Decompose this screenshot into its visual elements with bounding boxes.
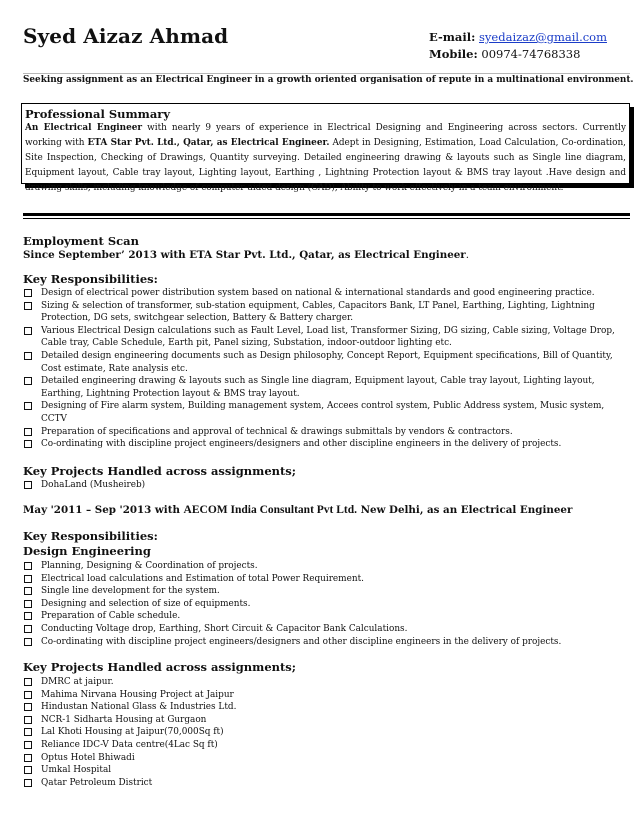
project-item [23,689,630,702]
responsibility-item [23,610,630,623]
job1-responsibilities-list [23,287,630,451]
responsibility-item [23,350,630,375]
checkbox-bullet-icon [24,587,32,595]
checkbox-bullet-icon [24,302,32,310]
responsibility-item-text: Conducting Voltage drop, Earthing, Short Circuit & Capacitor Bank Calculations. [41,623,408,634]
project-item-text: NCR-1 Sidharta Housing at Gurgaon [41,714,207,725]
job1-heading-period: . [465,249,470,261]
job1-heading [23,249,469,261]
summary-lead: An Electrical Engineer [25,123,143,133]
project-item [23,479,630,492]
summary-text-part-2: Adept in Designing, Estimation, Load Calculation, Co-ordination, Site Inspection, Checking of Drawings, Quantity surveying. Detailed engineering drawing & layouts such as Single line diagram, Equipment layout, Cable tray layout, Lighting layout, Earthing , Lightning Protection layout & BMS tray layout .Have design and drawing skills, including knowledge of computer-aided design (CAD), Ability to work effectively in a team environment. [25,138,627,193]
checkbox-bullet-icon [24,766,32,774]
project-item [23,752,630,765]
project-item-text: Qatar Petroleum District [41,777,153,788]
summary-text [25,121,626,196]
job2-responsibilities-title: Key Responsibilities: [23,529,158,543]
checkbox-bullet-icon [24,562,32,570]
responsibility-item-text: Planning, Designing & Coordination of projects. [41,561,258,571]
responsibility-item [23,573,630,586]
job2-heading-part-a: May '2011 – Sep '2013 with [23,504,184,516]
employment-scan-title: Employment Scan [23,234,139,248]
project-item-text: DMRC at jaipur. [41,677,114,687]
header-divider [23,73,630,74]
job1-heading-text: Since September’ 2013 with ETA Star Pvt. Ltd., Qatar, as Electrical Engineer [23,249,466,261]
responsibility-item-text: Design of electrical power distribution system based on national & international standards and good engineering practice. [41,288,595,298]
project-item-text: DohaLand (Musheireb) [41,480,146,490]
project-item-text: Lal Khoti Housing at Jaipur(70,000Sq ft) [41,727,224,738]
summary-text-part-1: with nearly 9 years of experience in Electrical Designing and Engineering across sectors. Currently working with [25,123,627,148]
responsibility-item [23,585,630,598]
checkbox-bullet-icon [24,352,32,360]
contact-block [429,29,607,63]
candidate-name: Syed Aizaz Ahmad [23,24,229,48]
responsibility-item [23,325,630,350]
project-item [23,701,630,714]
summary-company: ETA Star Pvt. Ltd., Qatar, as Electrical Engineer. [87,138,330,148]
project-item-text: Mahima Nirvana Housing Project at Jaipur [41,689,234,700]
responsibility-item [23,623,630,636]
checkbox-bullet-icon [24,600,32,608]
responsibility-item [23,560,630,573]
job1-responsibilities-title: Key Responsibilities: [23,272,158,286]
checkbox-bullet-icon [24,289,32,297]
project-item [23,676,630,689]
email-line [429,29,607,46]
responsibility-item-text: Designing and selection of size of equipments. [41,598,251,609]
responsibility-item-text: Preparation of Cable schedule. [41,611,181,622]
mobile-number: 00974-74768338 [481,47,581,61]
mobile-label: Mobile: [429,47,478,61]
checkbox-bullet-icon [24,716,32,724]
job2-heading-part-c: New Delhi, as an Electrical Engineer [357,504,573,516]
checkbox-bullet-icon [24,741,32,749]
project-item [23,764,630,777]
responsibility-item [23,400,630,425]
job2-company: AECOM India Consultant Pvt Ltd. [183,504,358,516]
section-divider [23,213,630,219]
checkbox-bullet-icon [24,377,32,385]
job1-projects-title: Key Projects Handled across assignments; [23,464,297,478]
mobile-line [429,46,607,63]
responsibility-item-text: Single line development for the system. [41,586,220,597]
checkbox-bullet-icon [24,327,32,335]
responsibility-item [23,438,630,451]
responsibility-item-text: Co-ordinating with discipline project engineers/designers and other discipline engineers in the delivery of projects. [41,439,562,450]
responsibility-item [23,300,630,325]
project-item [23,777,630,790]
job2-design-engineering-title: Design Engineering [23,544,151,558]
responsibility-item [23,636,630,649]
responsibility-item-text: Preparation of specifications and approval of technical & drawings submittals by vendors & contractors. [41,426,513,437]
responsibility-item [23,375,630,400]
checkbox-bullet-icon [24,754,32,762]
responsibility-item [23,598,630,611]
email-label: E-mail: [429,30,476,44]
checkbox-bullet-icon [24,691,32,699]
checkbox-bullet-icon [24,638,32,646]
responsibility-item-text: Designing of Fire alarm system, Building management system, Accees control system, Public Address system, Music system, CCTV [41,401,605,424]
job2-projects-title: Key Projects Handled across assignments; [23,660,297,674]
checkbox-bullet-icon [24,678,32,686]
project-item-text: Umkal Hospital [41,765,112,776]
checkbox-bullet-icon [24,728,32,736]
checkbox-bullet-icon [24,481,32,489]
responsibility-item [23,287,630,300]
project-item-text: Optus Hotel Bhiwadi [41,752,135,763]
checkbox-bullet-icon [24,402,32,410]
checkbox-bullet-icon [24,575,32,583]
professional-summary-box [21,103,630,193]
project-item-text: Hindustan National Glass & Industries Ltd. [41,702,237,713]
checkbox-bullet-icon [24,428,32,436]
summary-title: Professional Summary [25,107,171,121]
responsibility-item-text: Sizing & selection of transformer, sub-station equipment, Cables, Capacitors Bank, LT Panel, Earthing, Lighting, Lightning Protection, DG sets, switchgear selection, Battery & Battery charger. [41,300,595,324]
checkbox-bullet-icon [24,440,32,448]
objective-statement: Seeking assignment as an Electrical Engineer in a growth oriented organisation of repute in a multinational environment. [23,75,634,85]
responsibility-item-text: Various Electrical Design calculations such as Fault Level, Load list, Transformer Sizing, DG sizing, Cable sizing, Voltage Drop, Cable tray, Cable Schedule, Earth pit, Panel sizing, Substation, indoor-outdoor lighting etc. [41,325,615,349]
email-link[interactable]: syedaizaz@gmail.com [479,30,607,44]
checkbox-bullet-icon [24,779,32,787]
job2-heading [23,504,572,516]
responsibility-item-text: Co-ordinating with discipline project engineers/designers and other discipline engineers in the delivery of projects. [41,636,562,647]
project-item [23,739,630,752]
project-item-text: Reliance IDC-V Data centre(4Lac Sq ft) [41,739,218,750]
responsibility-item-text: Detailed engineering drawing & layouts such as Single line diagram, Equipment layout, Cable tray layout, Lighting layout, Earthing, Lightning Protection layout & BMS tray layout. [41,376,595,399]
responsibility-item-text: Detailed design engineering documents such as Design philosophy, Concept Report, Equipment specifications, Bill of Quantity, Cost estimate, Rate analysis etc. [41,350,613,374]
checkbox-bullet-icon [24,703,32,711]
project-item [23,726,630,739]
responsibility-item-text: Electrical load calculations and Estimation of total Power Requirement. [41,573,364,584]
job2-responsibilities-list [23,560,630,648]
checkbox-bullet-icon [24,625,32,633]
job2-projects-list [23,676,630,789]
project-item [23,714,630,727]
responsibility-item [23,426,630,439]
job1-projects-list [23,479,630,492]
checkbox-bullet-icon [24,612,32,620]
